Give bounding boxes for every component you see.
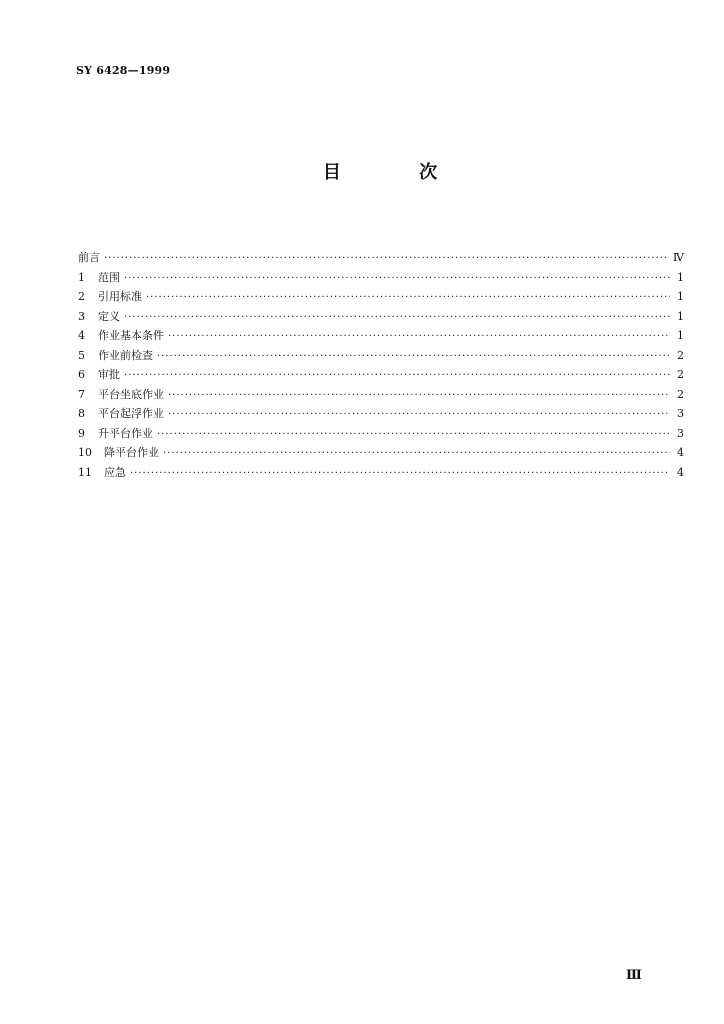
toc-leader-dots [157,347,670,367]
toc-entry-number: 5 [78,348,85,362]
toc-entry-number: 7 [78,387,85,401]
toc-entry-label: 作业前检查 [98,348,153,362]
toc-entry-number: 3 [78,309,85,323]
toc-leader-dots [157,425,670,445]
toc-entry-foreword[interactable] [78,248,684,268]
toc-leader-dots [130,464,670,484]
toc-leader-dots [146,288,670,308]
toc-entry-label: 升平台作业 [98,426,153,440]
toc-entry-page: 1 [677,309,684,323]
toc-entry-page: 4 [677,465,684,479]
toc-entry-8[interactable] [78,404,684,424]
toc-leader-dots [104,249,669,269]
toc-leader-dots [124,366,670,386]
page-number: Ⅲ [626,968,642,983]
standard-code: SY 6428—1999 [76,64,171,77]
toc-entry-label: 审批 [98,368,120,381]
toc-entry-label: 平台起浮作业 [98,407,164,420]
toc-entry-11[interactable] [78,463,684,483]
toc-entry-9[interactable] [78,424,684,444]
toc-leader-dots [124,308,670,328]
toc-entry-number: 8 [78,407,85,420]
toc-entry-6[interactable] [78,365,684,385]
toc-entry-3[interactable] [78,307,684,327]
toc-entry-number: 11 [78,465,92,479]
page-title: 目 次 [322,162,474,183]
toc-leader-dots [168,405,670,425]
toc-entry-number: 2 [78,290,85,303]
toc-entry-number: 6 [78,368,85,381]
toc-leader-dots [124,269,670,289]
toc-leader-dots [168,327,670,347]
toc-entry-page: 4 [677,446,684,459]
toc-entry-label: 降平台作业 [104,446,159,459]
toc-entry-label: 引用标准 [98,290,142,303]
toc-entry-5[interactable] [78,346,684,366]
toc-entry-1[interactable] [78,268,684,288]
toc-entry-label: 定义 [98,309,120,323]
toc-entry-label: 平台坐底作业 [98,387,164,401]
toc-entry-page: 1 [677,290,684,303]
toc-entry-number: 10 [78,446,92,459]
toc-entry-page: 2 [677,387,684,401]
toc-entry-label: 作业基本条件 [98,329,164,342]
toc-leader-dots [163,444,670,464]
toc-entry-page: 1 [677,329,684,342]
toc-entry-page: 2 [677,348,684,362]
toc-entry-label: 应急 [104,465,126,479]
toc-leader-dots [168,386,670,406]
toc-entry-label: 前言 [78,251,100,264]
toc-entry-label: 范围 [98,270,120,284]
toc-entry-number: 9 [78,426,85,440]
toc-entry-page: Ⅳ [673,251,684,264]
toc-entry-10[interactable] [78,443,684,463]
toc-entry-4[interactable] [78,326,684,346]
toc-entry-page: 1 [677,270,684,284]
table-of-contents [78,248,684,482]
toc-entry-7[interactable] [78,385,684,405]
toc-entry-page: 2 [677,368,684,381]
toc-entry-page: 3 [677,426,684,440]
toc-entry-number: 4 [78,329,85,342]
toc-entry-page: 3 [677,407,684,420]
toc-entry-number: 1 [78,270,85,284]
toc-entry-2[interactable] [78,287,684,307]
